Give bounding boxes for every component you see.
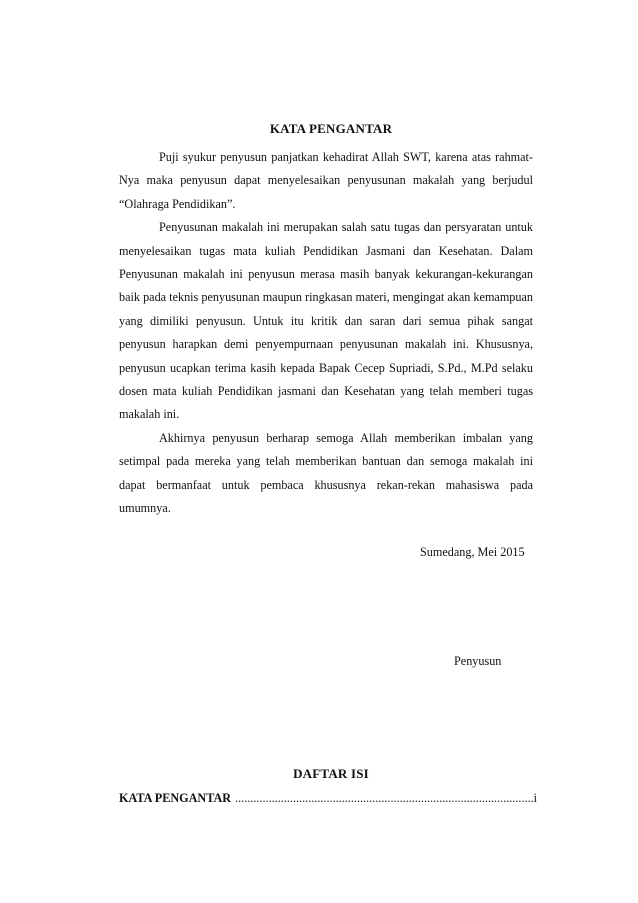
- toc-entry-label: KATA PENGANTAR: [119, 791, 232, 805]
- kata-pengantar-title: KATA PENGANTAR: [269, 121, 393, 136]
- toc-entry-page: i: [533, 791, 537, 805]
- daftar-isi-title: DAFTAR ISI: [293, 766, 369, 781]
- place-date: Sumedang, Mei 2015: [420, 545, 525, 559]
- paragraph-3: Akhirnya penyusun berharap semoga Allah memberikan imbalan yang setimpal pada mereka yang telah memberikan bantuan dan semoga makalah ini dapat bermanfaat untuk pembaca khususnya rekan-rekan mahasiswa pada umumnya.: [119, 430, 533, 516]
- kata-pengantar-body: [119, 146, 533, 521]
- toc-entry[interactable]: [119, 791, 537, 806]
- author-signature: Penyusun: [454, 654, 502, 668]
- toc-dot-leader: [235, 791, 533, 806]
- paragraph-1: Puji syukur penyusun panjatkan kehadirat Allah SWT, karena atas rahmat-Nya maka penyusun dapat menyelesaikan penyusunan makalah yang berjudul “Olahraga Pendidikan”.: [119, 150, 533, 211]
- paragraph-2: Penyusunan makalah ini merupakan salah satu tugas dan persyaratan untuk menyelesaikan tugas mata kuliah Pendidikan Jasmani dan Kesehatan. Dalam Penyusunan makalah ini penyusun merasa masih banyak kekurangan-kekurangan baik pada teknis penyusunan maupun ringkasan materi, mengingat akan kemampuan yang dimiliki penyusun. Untuk itu kritik dan saran dari semua pihak sangat penyusun harapkan demi penyempurnaan penyusunan makalah ini. Khususnya, penyusun ucapkan terima kasih kepada Bapak Cecep Supriadi, S.Pd., M.Pd selaku dosen mata kuliah Pendidikan jasmani dan Kesehatan yang telah memberi tugas makalah ini.: [119, 220, 533, 422]
